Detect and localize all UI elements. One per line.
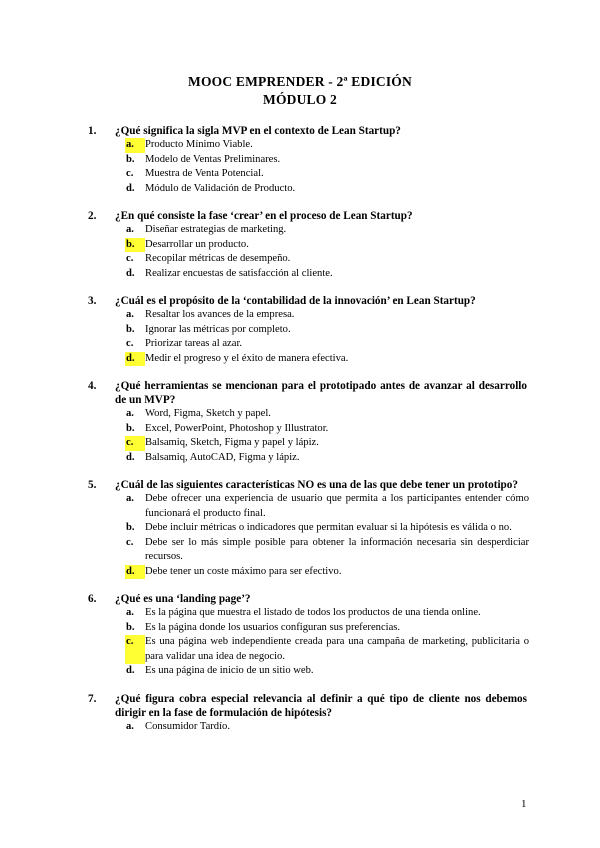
answer-option — [0, 252, 600, 267]
option-letter: c. — [126, 536, 134, 548]
option-text: Debe ser lo más simple posible para obtener la información necesaria sin desperdiciar recursos. — [145, 536, 529, 562]
option-text: Ignorar las métricas por completo. — [145, 323, 291, 335]
option-letter: a. — [126, 224, 134, 235]
option-letter: d. — [126, 451, 135, 463]
question-block — [0, 379, 600, 465]
option-text: Producto Mínimo Viable. — [145, 139, 253, 150]
option-letter: a. — [126, 607, 134, 618]
module-title: MÓDULO 2 — [263, 92, 337, 107]
option-letter: a. — [126, 720, 134, 732]
option-letter: c. — [125, 436, 145, 451]
answer-option — [0, 153, 600, 168]
option-text: Es la página que muestra el listado de todos los productos de una tienda online. — [145, 607, 481, 618]
answer-option — [0, 521, 600, 536]
option-letter: b. — [126, 522, 135, 533]
answer-option — [0, 223, 600, 238]
question-block — [0, 478, 600, 579]
question-row — [0, 692, 600, 720]
document-title: MOOC EMPRENDER - 2ª EDICIÓN — [188, 74, 412, 89]
answer-option-highlighted — [0, 238, 600, 253]
option-text: Word, Figma, Sketch y papel. — [145, 408, 271, 419]
option-letter: b. — [126, 422, 135, 434]
question-text: ¿Qué herramientas se mencionan para el prototipado antes de avanzar al desarrollo de un MVP? — [115, 380, 527, 406]
option-letter: b. — [125, 238, 145, 253]
answer-option — [0, 621, 600, 636]
option-text: Debe ofrecer una experiencia de usuario que permita a los participantes entender cómo funcionará el producto final. — [145, 493, 529, 519]
option-letter: a. — [126, 408, 134, 419]
answer-option — [0, 323, 600, 338]
option-text: Excel, PowerPoint, Photoshop y Illustrator. — [145, 422, 329, 434]
option-text: Medir el progreso y el éxito de manera efectiva. — [145, 352, 349, 364]
question-list — [0, 124, 600, 747]
option-text: Diseñar estrategias de marketing. — [145, 224, 287, 235]
question-text: ¿Cuál es el propósito de la ‘contabilidad de la innovación’ en Lean Startup? — [115, 295, 476, 307]
option-text: Recopilar métricas de desempeño. — [145, 253, 291, 264]
option-text: Modelo de Ventas Preliminares. — [145, 153, 281, 165]
option-letter: a. — [126, 493, 134, 504]
option-letter: c. — [126, 168, 134, 179]
option-text: Balsamiq, AutoCAD, Figma y lápiz. — [145, 451, 300, 463]
option-text: Es una página de inicio de un sitio web. — [145, 665, 314, 676]
question-number: 2. — [88, 210, 97, 222]
option-letter: d. — [125, 352, 145, 367]
option-letter: a. — [126, 309, 134, 320]
answer-option — [0, 720, 600, 735]
option-letter: a. — [125, 138, 145, 153]
option-text: Debe incluir métricas o indicadores que permitan evaluar si la hipótesis es válida o no. — [145, 522, 512, 533]
option-letter: d. — [126, 267, 135, 279]
answer-option — [0, 167, 600, 182]
answer-option-highlighted — [0, 352, 600, 367]
option-letter: b. — [126, 621, 135, 633]
answer-option — [0, 422, 600, 437]
option-text: Muestra de Venta Potencial. — [145, 168, 264, 179]
option-letter: d. — [126, 665, 135, 676]
answer-option — [0, 337, 600, 352]
answer-option — [0, 308, 600, 323]
question-text: ¿En qué consiste la fase ‘crear’ en el proceso de Lean Startup? — [115, 210, 413, 222]
question-number: 4. — [88, 380, 97, 392]
question-row — [0, 294, 600, 308]
question-row — [0, 478, 600, 492]
answer-option — [0, 606, 600, 621]
option-letter: d. — [125, 565, 145, 580]
option-text: Es una página web independiente creada para una campaña de marketing, publicitaria o para validar una idea de negocio. — [145, 636, 529, 662]
option-text: Resaltar los avances de la empresa. — [145, 309, 295, 320]
answer-option — [0, 664, 600, 679]
question-text: ¿Cuál de las siguientes características NO es una de las que debe tener un prototipo? — [115, 479, 518, 491]
question-row — [0, 592, 600, 606]
answer-option-highlighted — [0, 138, 600, 153]
option-letter: c. — [126, 253, 134, 264]
question-text: ¿Qué es una ‘landing page’? — [115, 593, 251, 605]
option-text: Desarrollar un producto. — [145, 238, 249, 250]
option-letter: c. — [126, 338, 134, 349]
option-text: Módulo de Validación de Producto. — [145, 182, 296, 194]
question-row — [0, 379, 600, 407]
question-block — [0, 209, 600, 281]
option-text: Balsamiq, Sketch, Figma y papel y lápiz. — [145, 437, 319, 448]
question-block — [0, 294, 600, 366]
question-block — [0, 692, 600, 735]
page-number: 1 — [521, 798, 527, 810]
question-block — [0, 124, 600, 196]
option-letter: b. — [126, 153, 135, 165]
option-letter: d. — [126, 182, 135, 194]
question-block — [0, 592, 600, 679]
answer-option-highlighted — [0, 436, 600, 451]
question-text: ¿Qué figura cobra especial relevancia al definir a qué tipo de cliente nos debemos dirigir en la fase de formulación de hipótesis? — [115, 692, 527, 719]
answer-option-highlighted — [0, 635, 600, 664]
question-number: 6. — [88, 593, 97, 605]
question-number: 1. — [88, 125, 97, 137]
question-number: 5. — [88, 479, 97, 491]
answer-option-highlighted — [0, 565, 600, 580]
option-text: Consumidor Tardío. — [145, 720, 230, 732]
question-text: ¿Qué significa la sigla MVP en el contexto de Lean Startup? — [115, 125, 401, 137]
option-text: Priorizar tareas al azar. — [145, 338, 243, 349]
answer-option — [0, 407, 600, 422]
option-text: Es la página donde los usuarios configuran sus preferencias. — [145, 621, 401, 633]
option-letter: b. — [126, 323, 135, 335]
question-row — [0, 124, 600, 138]
answer-option — [0, 536, 600, 565]
question-number: 7. — [88, 692, 97, 705]
option-letter: c. — [125, 635, 145, 664]
answer-option — [0, 267, 600, 282]
question-row — [0, 209, 600, 223]
option-text: Realizar encuestas de satisfacción al cliente. — [145, 267, 333, 279]
question-number: 3. — [88, 295, 97, 307]
option-text: Debe tener un coste máximo para ser efectivo. — [145, 565, 342, 577]
answer-option — [0, 492, 600, 521]
answer-option — [0, 451, 600, 466]
answer-option — [0, 182, 600, 197]
